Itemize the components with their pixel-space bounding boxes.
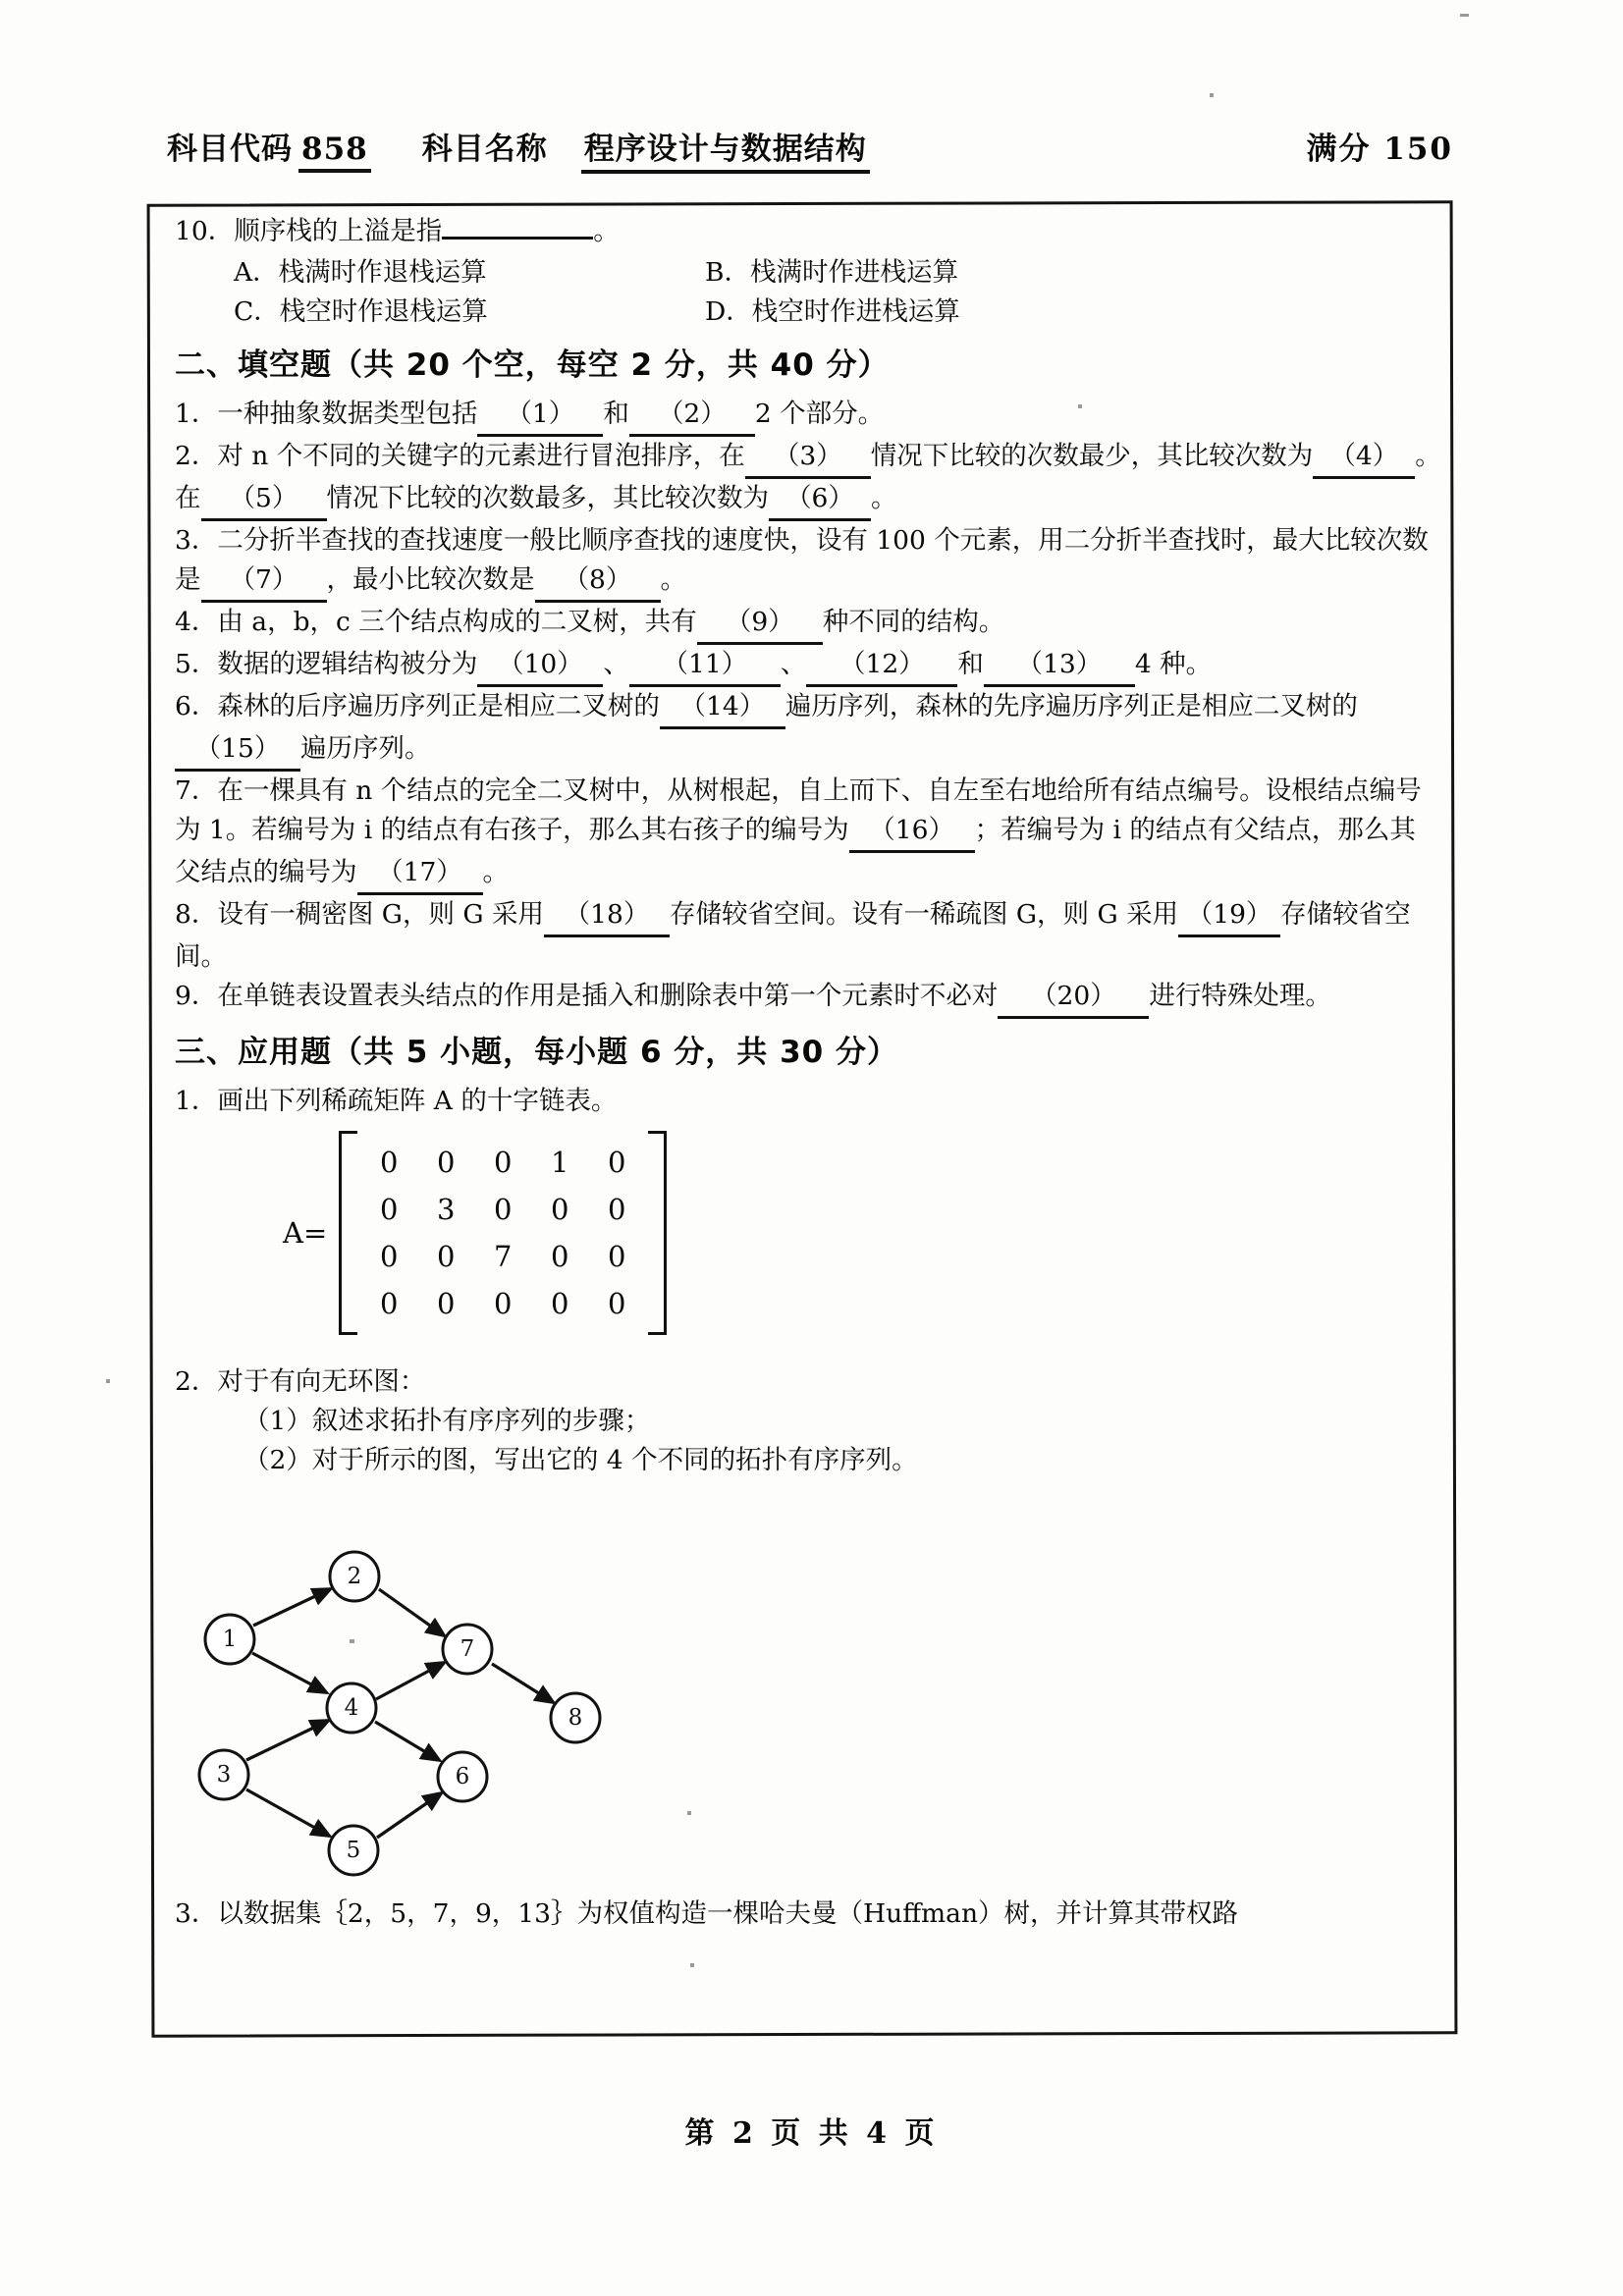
fq7-blank-17: （17） <box>357 853 483 895</box>
fq3-text-b: ，最小比较次数是 <box>326 564 535 595</box>
fq1-text-b: 和 <box>603 399 629 429</box>
matrix-cell: 0 <box>551 1240 569 1273</box>
option-b: B．栈满时作进栈运算 <box>705 257 958 288</box>
fill-question-8 <box>175 895 1441 977</box>
edge-1-2 <box>253 1589 330 1626</box>
matrix-label: A= <box>283 1216 328 1250</box>
fq3-text-a: 3．二分折半查找的查找速度一般比顺序查找的速度快，设有 100 个元素，用二分折半查找时，最大比较次数是 <box>175 525 1429 595</box>
fq2-text-e: 。 <box>871 483 897 513</box>
fq6-text-c: 遍历序列。 <box>300 733 431 764</box>
section-2-title: 二、填空题（共 20 个空，每空 2 分，共 40 分） <box>175 347 890 383</box>
fq4-blank-9: （9） <box>697 603 823 645</box>
fq5-blank-13: （13） <box>984 645 1135 687</box>
matrix-cell: 0 <box>380 1146 399 1179</box>
fq3-blank-8: （8） <box>535 561 661 603</box>
subject-code-label: 科目代码 <box>167 132 293 167</box>
matrix-row <box>360 1280 645 1327</box>
subject-name-label: 科目名称 <box>421 132 548 167</box>
matrix-cell: 0 <box>380 1193 399 1226</box>
scan-speck <box>687 1811 691 1815</box>
fq6-blank-14: （14） <box>660 687 785 729</box>
fq1-text-c: 2 个部分。 <box>754 399 885 429</box>
fq4-text-a: 4．由 a，b，c 三个结点构成的二叉树，共有 <box>175 607 697 637</box>
fq8-blank-19: （19） <box>1178 895 1280 937</box>
scan-speck <box>350 1639 354 1643</box>
graph-node-5 <box>329 1826 378 1875</box>
option-d: D．栈空时作进栈运算 <box>705 296 960 327</box>
fq5-text-d: 和 <box>957 649 984 679</box>
option-c: C．栈空时作退栈运算 <box>234 296 488 327</box>
matrix-cell: 0 <box>608 1287 626 1320</box>
edge-7-8 <box>492 1664 553 1702</box>
graph-node-8 <box>551 1693 600 1742</box>
matrix-brackets <box>339 1131 667 1335</box>
graph-node-label: 8 <box>568 1705 583 1731</box>
fill-question-4 <box>175 603 1441 645</box>
matrix-cell: 3 <box>437 1193 456 1226</box>
graph-node-label: 1 <box>222 1627 238 1652</box>
graph-node-2 <box>330 1552 379 1601</box>
edge-2-7 <box>379 1589 444 1635</box>
exam-content <box>175 208 1441 2034</box>
matrix-cell: 0 <box>380 1240 399 1273</box>
app-question-2: 2．对于有向无环图： <box>175 1366 426 1397</box>
option-row-ab <box>234 253 1441 293</box>
question-10-period: 。 <box>593 216 620 246</box>
fq7-blank-16: （16） <box>849 811 975 853</box>
edge-3-4 <box>246 1721 328 1760</box>
dag-edges <box>246 1589 553 1838</box>
graph-node-label: 5 <box>346 1838 361 1863</box>
matrix-cell: 0 <box>494 1193 513 1226</box>
matrix-cell: 0 <box>437 1287 456 1320</box>
fill-question-9 <box>175 977 1441 1019</box>
scan-speck <box>106 1379 110 1383</box>
page-header <box>167 124 1453 174</box>
fq2-blank-5: （5） <box>201 479 327 521</box>
app-question-1: 1．画出下列稀疏矩阵 A 的十字链表。 <box>175 1086 618 1116</box>
graph-node-label: 3 <box>216 1762 232 1788</box>
matrix-cell: 0 <box>608 1240 626 1273</box>
fq5-text-e: 4 种。 <box>1134 649 1213 679</box>
scan-speck <box>1210 93 1214 97</box>
fq2-blank-3: （3） <box>745 437 871 479</box>
dag-nodes <box>199 1552 600 1875</box>
fq8-text-a: 8．设有一稠密图 G，则 G 采用 <box>175 899 544 930</box>
option-a: A．栈满时作退栈运算 <box>234 257 487 288</box>
matrix-row <box>360 1186 645 1233</box>
app-question-2-sub-2: （2）对于所示的图，写出它的 4 个不同的拓扑有序序列。 <box>243 1445 918 1475</box>
fq7-text-b: ；若编号为 i 的结点有父结点，那么其父结点的编号为 <box>175 815 1416 887</box>
fq3-blank-7: （7） <box>201 561 327 603</box>
matrix-cell: 0 <box>608 1146 626 1179</box>
fill-question-1 <box>175 395 1441 437</box>
matrix-row <box>360 1139 645 1186</box>
fq9-text-a: 9．在单链表设置表头结点的作用是插入和删除表中第一个元素时不必对 <box>175 981 999 1011</box>
fq1-blank-1: （1） <box>477 395 603 437</box>
matrix-cell: 0 <box>551 1287 569 1320</box>
edge-5-6 <box>377 1793 441 1838</box>
graph-node-label: 2 <box>347 1564 362 1589</box>
section-3-title: 三、应用题（共 5 小题，每小题 6 分，共 30 分） <box>175 1035 899 1070</box>
fq5-text-a: 5．数据的逻辑结构被分为 <box>175 649 478 679</box>
graph-node-label: 4 <box>344 1695 359 1721</box>
fq2-text-b: 情况下比较的次数最少，其比较次数为 <box>870 441 1314 471</box>
page-footer: 第 2 页 共 4 页 <box>684 2116 939 2151</box>
fq2-text-c: 。在 <box>175 441 1441 513</box>
fq5-text-b: 、 <box>603 649 629 679</box>
question-10-blank <box>442 237 593 240</box>
fq2-text-a: 2．对 n 个不同的关键字的元素进行冒泡排序，在 <box>175 441 745 471</box>
matrix-cell: 7 <box>494 1240 513 1273</box>
fill-question-3 <box>175 521 1441 603</box>
matrix-cell: 0 <box>437 1146 456 1179</box>
fill-question-5 <box>175 645 1441 687</box>
fill-question-2 <box>175 437 1441 521</box>
graph-node-1 <box>205 1615 254 1664</box>
fq5-blank-12: （12） <box>806 645 957 687</box>
fq6-blank-15: （15） <box>175 729 300 772</box>
fill-question-7 <box>175 772 1441 895</box>
edge-1-4 <box>252 1653 326 1692</box>
fq1-text-a: 1．一种抽象数据类型包括 <box>175 399 478 429</box>
matrix-cell: 0 <box>380 1287 399 1320</box>
matrix-cell: 0 <box>494 1287 513 1320</box>
question-10-options <box>234 253 1441 332</box>
fq8-blank-18: （18） <box>544 895 670 937</box>
fq9-blank-20: （20） <box>998 977 1149 1019</box>
app-question-2-sub-1: （1）叙述求拓扑有序序列的步骤； <box>243 1406 651 1436</box>
matrix-cell: 0 <box>437 1240 456 1273</box>
question-10 <box>175 212 1441 251</box>
matrix-cell: 0 <box>551 1193 569 1226</box>
fq7-text-c: 。 <box>482 857 509 887</box>
edge-4-7 <box>376 1663 444 1699</box>
option-row-cd <box>234 293 1441 332</box>
edge-4-6 <box>375 1722 439 1760</box>
fq8-text-c: 存储较省空间。 <box>175 899 1411 972</box>
scan-speck <box>690 1963 694 1967</box>
fq6-text-a: 6．森林的后序遍历序列正是相应二叉树的 <box>175 691 660 721</box>
fill-question-6 <box>175 687 1441 772</box>
fq6-text-b: 遍历序列，森林的先序遍历序列正是相应二叉树的 <box>784 691 1358 721</box>
fq3-text-c: 。 <box>660 564 686 595</box>
graph-node-3 <box>199 1750 248 1799</box>
fq2-blank-6: （6） <box>769 479 871 521</box>
fq2-blank-4: （4） <box>1313 437 1415 479</box>
subject-name-value: 程序设计与数据结构 <box>581 124 870 174</box>
graph-node-label: 6 <box>455 1764 470 1789</box>
fq9-text-b: 进行特殊处理。 <box>1149 981 1331 1011</box>
app-question-3: 3．以数据集｛2，5，7，9，13｝为权值构造一棵哈夫曼（Huffman）树，并计算其带权路 <box>175 1898 1239 1929</box>
subject-code-value: 858 <box>298 132 371 173</box>
fq7-text-a: 7．在一棵具有 n 个结点的完全二叉树中，从树根起，自上而下、自左至右地给所有结点编号。设根结点编号为 1。若编号为 i 的结点有右孩子，那么其右孩子的编号为 <box>175 775 1422 845</box>
graph-node-6 <box>438 1752 487 1801</box>
fq5-text-c: 、 <box>780 649 807 679</box>
fq5-blank-10: （10） <box>477 645 603 687</box>
scan-speck <box>1460 14 1469 17</box>
question-10-stem: 10．顺序栈的上溢是指 <box>175 216 443 246</box>
fq5-blank-11: （11） <box>629 645 781 687</box>
fq8-text-b: 存储较省空间。设有一稀疏图 G，则 G 采用 <box>669 899 1179 930</box>
matrix-cell: 0 <box>608 1193 626 1226</box>
matrix-cell: 0 <box>494 1146 513 1179</box>
dag-figure <box>175 1492 725 1885</box>
matrix-cell: 1 <box>551 1146 569 1179</box>
full-score: 满分 150 <box>1306 132 1453 167</box>
fq2-text-d: 情况下比较的次数最多，其比较次数为 <box>326 483 769 513</box>
scan-speck <box>1078 404 1082 408</box>
sparse-matrix <box>283 1131 1441 1335</box>
graph-node-4 <box>327 1683 376 1733</box>
graph-node-7 <box>443 1625 492 1674</box>
fq1-blank-2: （2） <box>629 395 755 437</box>
graph-node-label: 7 <box>460 1636 475 1662</box>
fq4-text-b: 种不同的结构。 <box>822 607 1005 637</box>
edge-3-5 <box>246 1789 329 1836</box>
matrix-row <box>360 1233 645 1280</box>
